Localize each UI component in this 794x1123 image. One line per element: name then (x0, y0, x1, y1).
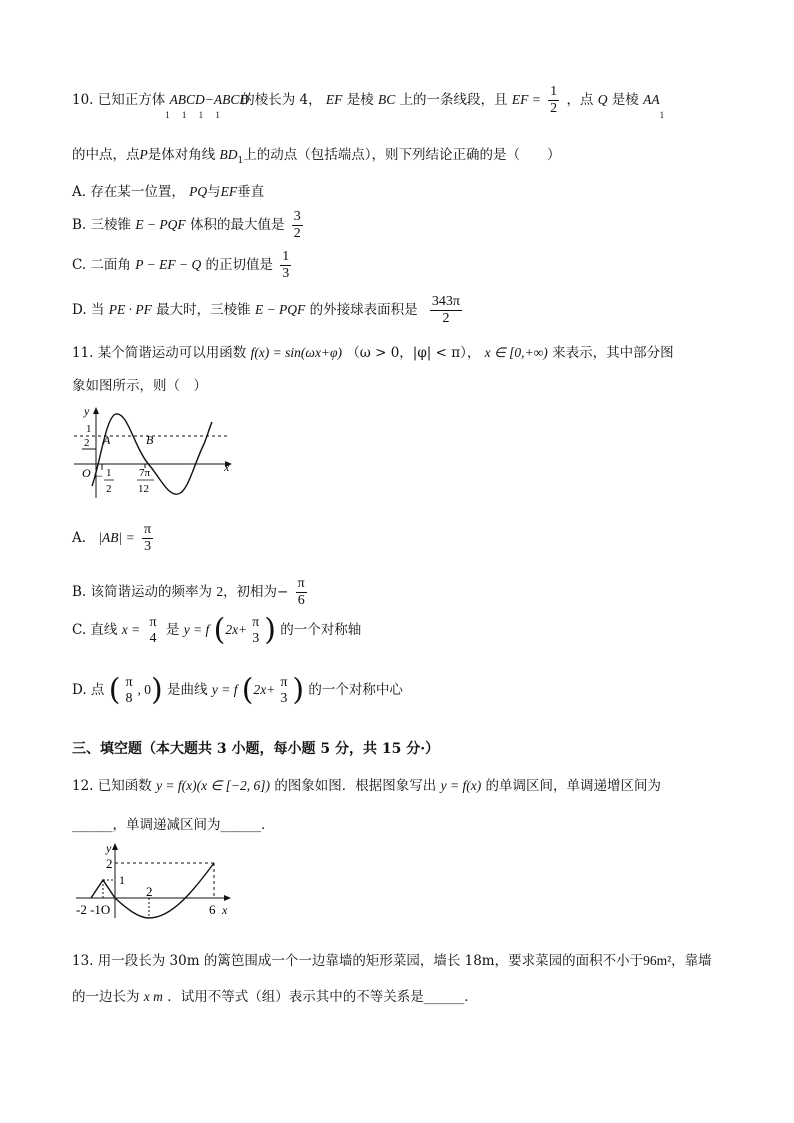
fraction-pi-3 (142, 522, 153, 555)
math-ef: EF (325, 92, 343, 107)
fraction-pi-8 (123, 675, 134, 707)
frac-den: 2 (430, 310, 462, 327)
math-ef: EF (220, 184, 238, 199)
q10-text: 是体对角线 (147, 147, 216, 163)
frac-num: π (252, 614, 260, 630)
frac-den: 3 (142, 538, 153, 555)
fraction-pi-6 (296, 576, 307, 609)
paren-close: ) (292, 672, 305, 708)
option-text: 的一个对称中心 (308, 682, 403, 698)
option-text: 的外接球表面积是 (309, 302, 418, 318)
option-label: D. 点 (72, 682, 105, 698)
q13-line-1 (72, 951, 712, 971)
frac-num: 1 (282, 249, 290, 264)
q10-option-a (72, 182, 264, 202)
math-domain: x ∈ [0,+∞) (484, 345, 548, 360)
x-tick-labels: -2 -1O (76, 902, 111, 917)
q10-text: 是棱 (346, 92, 374, 108)
q11-option-d (72, 668, 403, 712)
bd-subscript: 1 (237, 156, 244, 166)
q12-line-2 (72, 815, 275, 835)
frac-den: 2 (293, 226, 301, 241)
option-text: 的一个对称轴 (280, 622, 362, 638)
fraction-one-third (280, 249, 291, 282)
q13-text: 的一边长为 (72, 989, 140, 1005)
origin-label: O (82, 466, 91, 480)
sev-num: 7π (139, 467, 151, 479)
q10-text: 的中点，点 (72, 147, 140, 163)
math-condition: （ω > 0，|φ| < π）， (346, 345, 481, 361)
option-text: 是曲线 (167, 682, 208, 698)
frac-num: π (125, 674, 133, 690)
q10-text: 上的一条线段，且 (399, 92, 508, 108)
option-label: B. 该简谐运动的频率为 (72, 584, 213, 600)
frac-den: 2 (550, 101, 558, 116)
q11-line-1 (72, 343, 674, 363)
q11-option-b (72, 572, 310, 612)
half-den: 2 (84, 437, 90, 449)
q11-line-2 (72, 376, 207, 396)
piecewise-graph (74, 842, 244, 920)
aa-subscript: 1 (659, 110, 670, 120)
q10-option-d (72, 290, 465, 330)
math-x-eq: x = (121, 622, 141, 637)
q11-text: 来表示，其中部分图 (552, 345, 674, 361)
fraction-343pi-2 (430, 294, 462, 327)
paren-open: ( (213, 612, 226, 648)
neg-sign: − (96, 469, 103, 483)
q10-stem: 10. 已知正方体 (72, 92, 166, 108)
option-label: D. 当 (72, 302, 105, 318)
q10-line-1 (72, 84, 670, 120)
frac-den: 3 (282, 266, 290, 281)
math-p: P (139, 147, 148, 162)
math-arg: 2x+ (253, 682, 276, 697)
nh-den: 2 (106, 483, 112, 495)
option-text: 的正切值是 (205, 257, 273, 273)
q10-option-c (72, 246, 294, 284)
option-label: A. 存在某一位置， (72, 184, 185, 200)
math-y-eq-f: y = f (211, 682, 238, 697)
option-label: C. 直线 (72, 622, 118, 638)
q10-option-b (72, 206, 306, 244)
option-text: ，初相为− (223, 584, 289, 600)
math-ab: |AB| = (98, 530, 135, 545)
option-text: 垂直 (237, 184, 265, 200)
x-axis-arrow (224, 895, 231, 901)
paren-close: ) (264, 612, 276, 648)
frac-num: π (149, 614, 157, 630)
fraction-pi-3 (278, 675, 289, 707)
half-num: 1 (86, 423, 92, 435)
cube-name: ABCD−ABCD (169, 92, 250, 107)
math-pe-pf: PE · PF (108, 302, 152, 317)
frac-num: π (297, 576, 305, 591)
nh-num: 1 (106, 467, 112, 479)
paren-open: ( (108, 672, 121, 708)
sev-den: 12 (138, 483, 149, 495)
frac-den: 4 (149, 630, 157, 646)
paren-close: ) (151, 672, 163, 708)
y-tick-2: 2 (106, 856, 113, 871)
x-label: x (224, 460, 230, 474)
point-b-label: B (146, 433, 154, 447)
x-tick-6: 6 (209, 902, 216, 917)
section-heading: 三、填空题（本大题共 3 小题，每小题 5 分，共 15 分·） (72, 741, 440, 757)
q12-line-1 (72, 776, 661, 796)
point-a-label: A (103, 433, 111, 447)
freq-value: 2 (216, 584, 224, 599)
fraction-three-halves (292, 209, 303, 242)
y-axis-arrow (93, 407, 99, 414)
y-label: y (84, 404, 90, 418)
option-text: 体积的最大值是 (189, 217, 285, 233)
y-label: y (106, 842, 112, 855)
frac-den: 6 (296, 592, 307, 609)
q10-text: ，点 (566, 92, 594, 108)
q11-option-c (72, 608, 361, 652)
math-aa: AA (643, 92, 660, 107)
frac-den: 8 (125, 690, 133, 706)
option-label: A. (72, 530, 87, 546)
math-pq: PQ (189, 184, 208, 199)
frac-num: 3 (293, 209, 301, 224)
point-zero: , 0 (137, 682, 152, 697)
frac-num: π (144, 522, 152, 537)
frac-den: 3 (252, 630, 260, 646)
y-tick-1: 1 (119, 873, 125, 887)
fraction-pi-4 (148, 615, 159, 647)
frac-num: 1 (550, 84, 558, 99)
math-function: y = f(x)(x ∈ [−2, 6]) (156, 778, 271, 793)
frac-num: 343π (431, 294, 460, 309)
q10-line-2 (72, 145, 561, 167)
q10-text: 上的动点（包括端点），则下列结论正确的是（ ） (243, 147, 561, 163)
fraction-one-half (548, 84, 559, 117)
paren-open: ( (241, 672, 254, 708)
q10-text: 的棱长为 4， (241, 92, 322, 108)
option-text: 与 (207, 184, 221, 200)
math-bc: BC (378, 92, 396, 107)
q12-text: 的单调区间，单调递增区间为 (485, 778, 661, 794)
math-function: y = f(x) (440, 778, 482, 793)
math-ef-eq: EF = (511, 92, 541, 107)
y-axis-arrow (112, 843, 118, 850)
math-xm: x m (143, 989, 163, 1004)
option-label: C. 二面角 (72, 257, 131, 273)
math-q: Q (597, 92, 608, 107)
math-bd: BD (219, 147, 238, 162)
q11-stem: 11. 某个简谐运动可以用函数 (72, 345, 247, 361)
option-text: 最大时，三棱锥 (156, 302, 251, 318)
q13-text: ．试用不等式（组）表示其中的不等关系是______． (167, 989, 478, 1005)
math-arg: 2x+ (225, 622, 248, 637)
q10-text: 是棱 (611, 92, 639, 108)
cube-subscripts: 1 1 1 1 (165, 110, 225, 120)
option-label: B. 三棱锥 (72, 217, 132, 233)
q11-option-a (72, 518, 156, 558)
q13-stem: 13. 用一段长为 30m 的篱笆围成一个一边靠墙的矩形菜园，墙长 18m，要求菜园的面积不小于 (72, 953, 644, 969)
math-function: f(x) = sin(ωx+φ) (250, 345, 343, 360)
fraction-pi-3 (250, 615, 261, 647)
q13-line-2 (72, 987, 478, 1007)
q11-text: 象如图所示，则（ ） (72, 378, 207, 394)
x-tick-2: 2 (146, 884, 153, 899)
x-label: x (222, 903, 228, 917)
q13-text: ，靠墙 (671, 953, 712, 969)
frac-den: 3 (280, 690, 288, 706)
q12-text: 的图象如图．根据图象写出 (274, 778, 437, 794)
math-pyramid: E − PQF (135, 217, 186, 232)
math-pyramid: E − PQF (254, 302, 306, 317)
frac-num: π (280, 674, 288, 690)
option-text: 是 (165, 622, 180, 638)
sine-graph (70, 404, 240, 500)
math-dihedral: P − EF − Q (135, 257, 202, 272)
q12-stem: 12. 已知函数 (72, 778, 152, 794)
math-area: 96m² (643, 953, 672, 968)
q12-text: ______，单调递减区间为______． (72, 817, 275, 833)
math-y-eq-f: y = f (183, 622, 210, 637)
